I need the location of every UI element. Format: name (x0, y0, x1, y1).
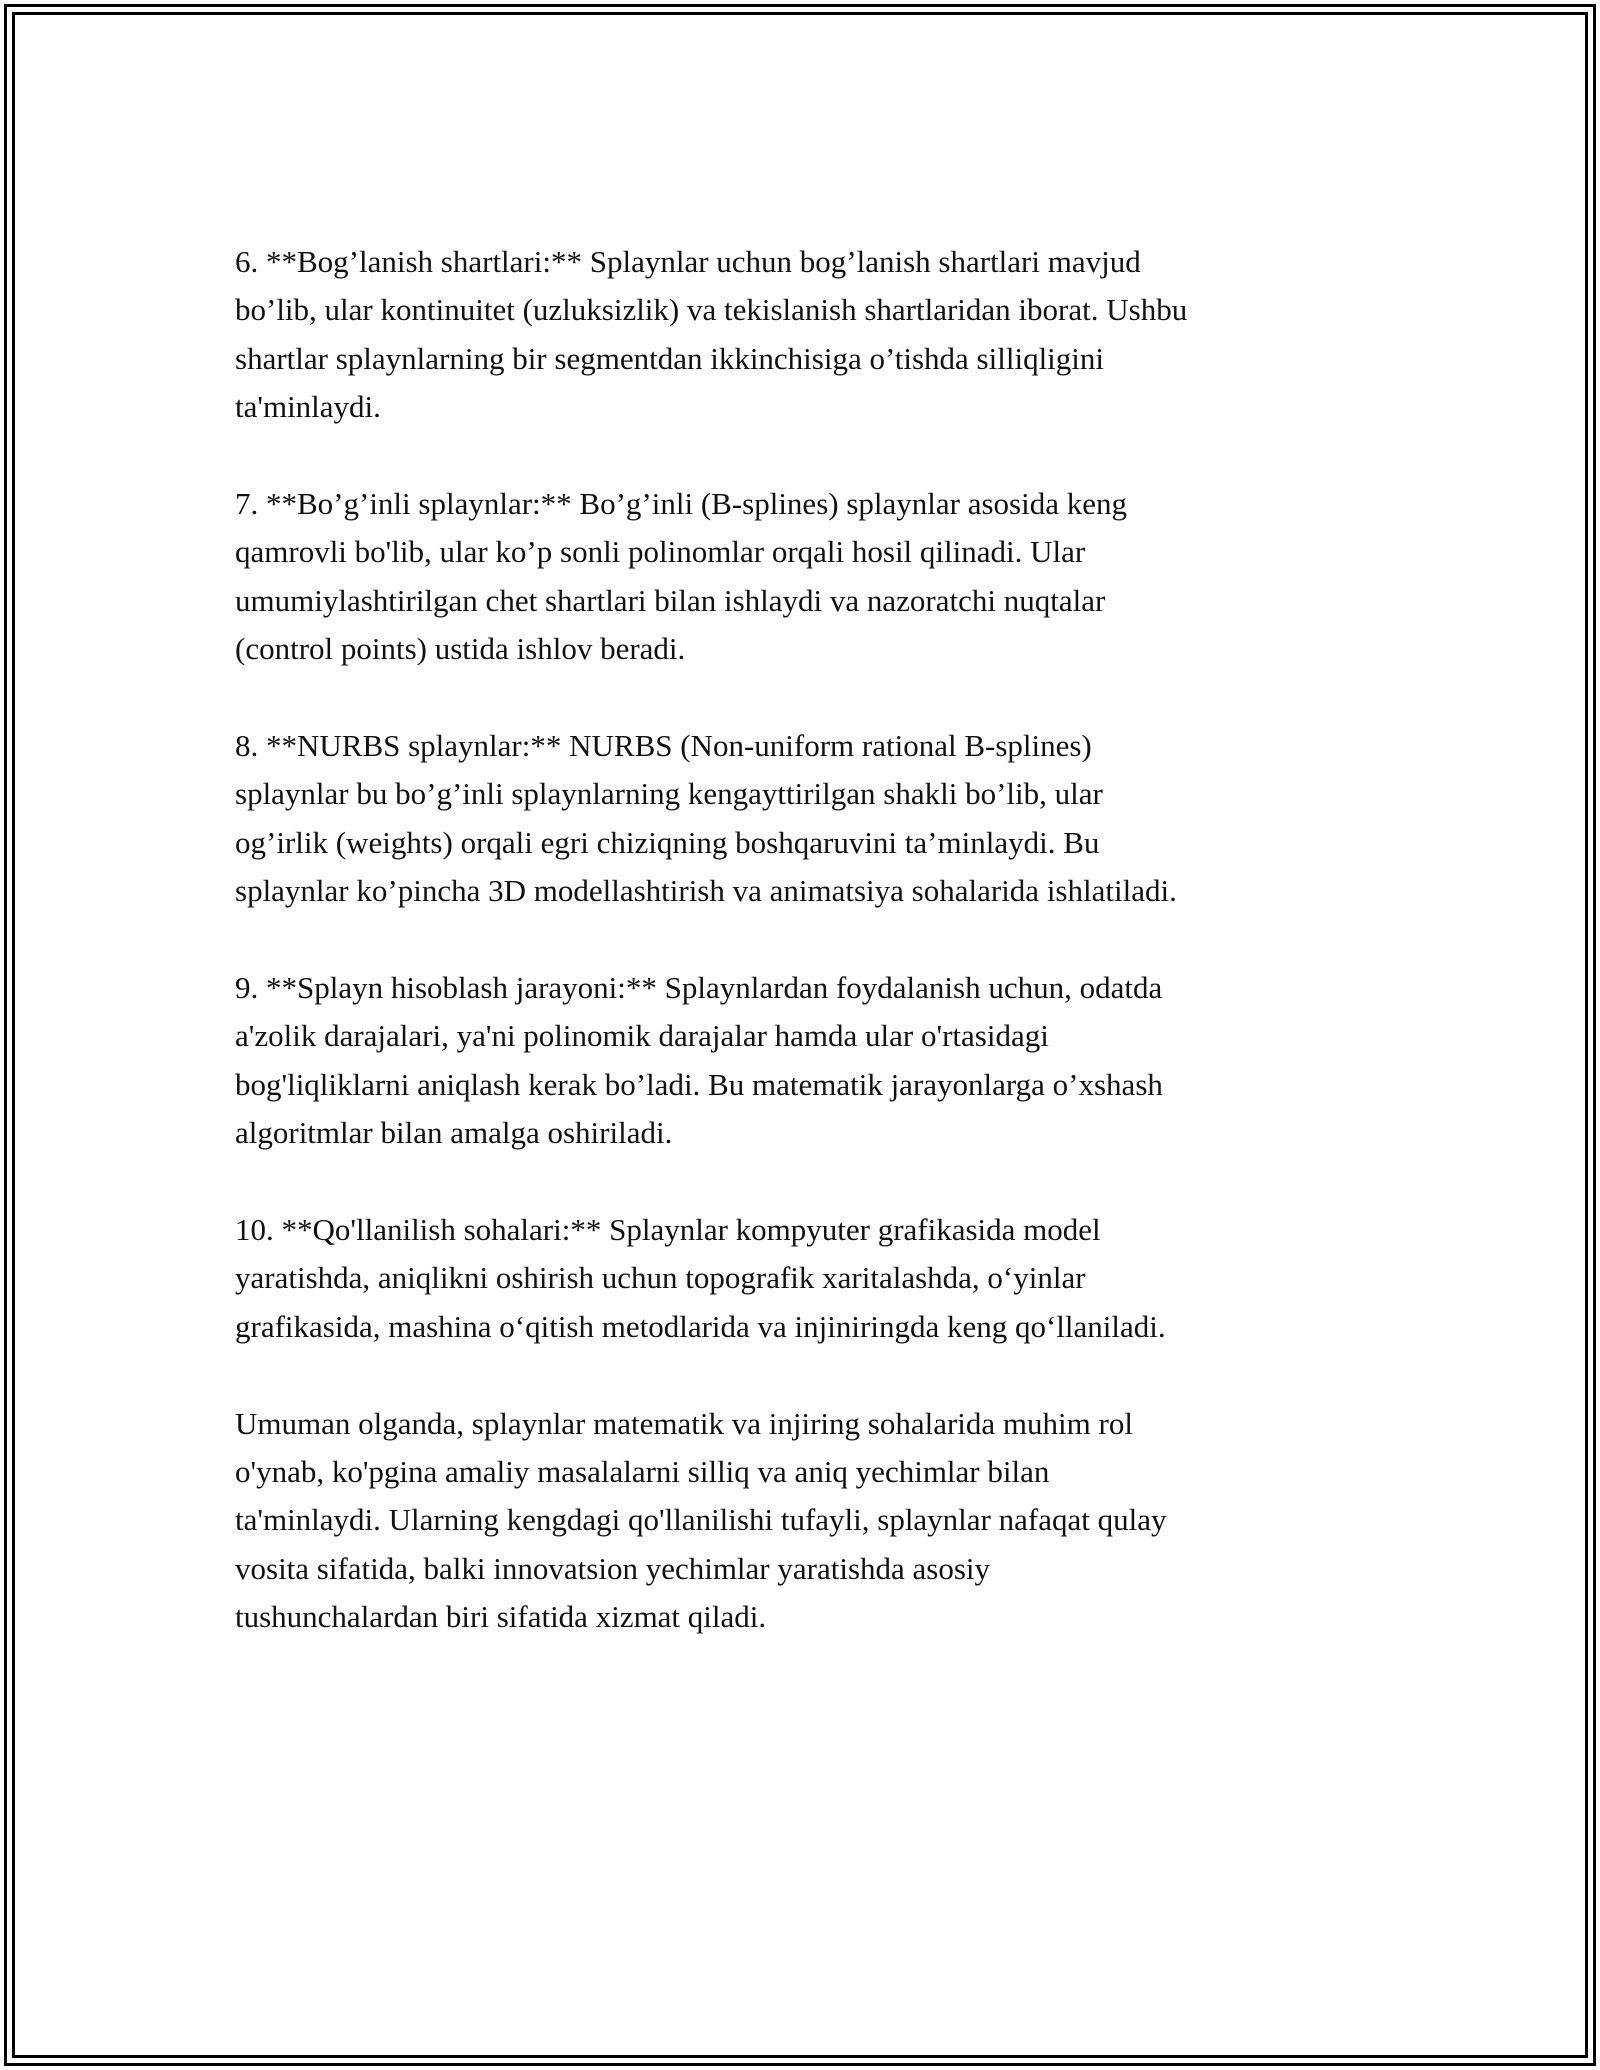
paragraph-9-splayn-hisoblash: 9. **Splayn hisoblash jarayoni:** Splaynlardan foydalanish uchun, odatda a'zolik darajalari, ya'ni polinomik darajalar hamda ular o'rtasidagi bog'liqliklarni aniqlash kerak bo’ladi. Bu matematik jarayonlarga o’xshash algoritmlar bilan amalga oshiriladi. (235, 970, 1163, 1151)
paragraph-8-nurbs-splaynlar: 8. **NURBS splaynlar:** NURBS (Non-uniform rational B-splines) splaynlar bu bo’g’inli splaynlarning kengayttirilgan shakli bo’lib, ular og’irlik (weights) orqali egri chiziqning boshqaruvini ta’minlaydi. Bu splaynlar ko’pincha 3D modellashtirish va animatsiya sohalarida ishlatiladi. (235, 728, 1177, 909)
document-body (235, 238, 1385, 1690)
paragraph-conclusion: Umuman olganda, splaynlar matematik va injiring sohalarida muhim rol o'ynab, ko'pgina amaliy masalalarni silliq va aniq yechimlar bilan ta'minlaydi. Ularning kengdagi qo'llanilishi tufayli, splaynlar nafaqat qulay vosita sifatida, balki innovatsion yechimlar yaratishda asosiy tushunchalardan biri sifatida xizmat qiladi. (235, 1405, 1167, 1635)
paragraph-10-qollanilish-sohalari: 10. **Qo'llanilish sohalari:** Splaynlar kompyuter grafikasida model yaratishda, aniqlikni oshirish uchun topografik xaritalashda, o‘yinlar grafikasida, mashina o‘qitish metodlarida va injiniringda keng qo‘llaniladi. (235, 1212, 1166, 1344)
paragraph-7-boginli-splaynlar: 7. **Bo’g’inli splaynlar:** Bo’g’inli (B-splines) splaynlar asosida keng qamrovli bo'lib, ular ko’p sonli polinomlar orqali hosil qilinadi. Ular umumiylashtirilgan chet shartlari bilan ishlaydi va nazoratchi nuqtalar (control points) ustida ishlov beradi. (235, 486, 1127, 667)
paragraph-6-boglanish-shartlari: 6. **Bog’lanish shartlari:** Splaynlar uchun bog’lanish shartlari mavjud bo’lib, ular kontinuitet (uzluksizlik) va tekislanish shartlaridan iborat. Ushbu shartlar splaynlarning bir segmentdan ikkinchisiga o’tishda silliqligini ta'minlaydi. (235, 244, 1188, 425)
